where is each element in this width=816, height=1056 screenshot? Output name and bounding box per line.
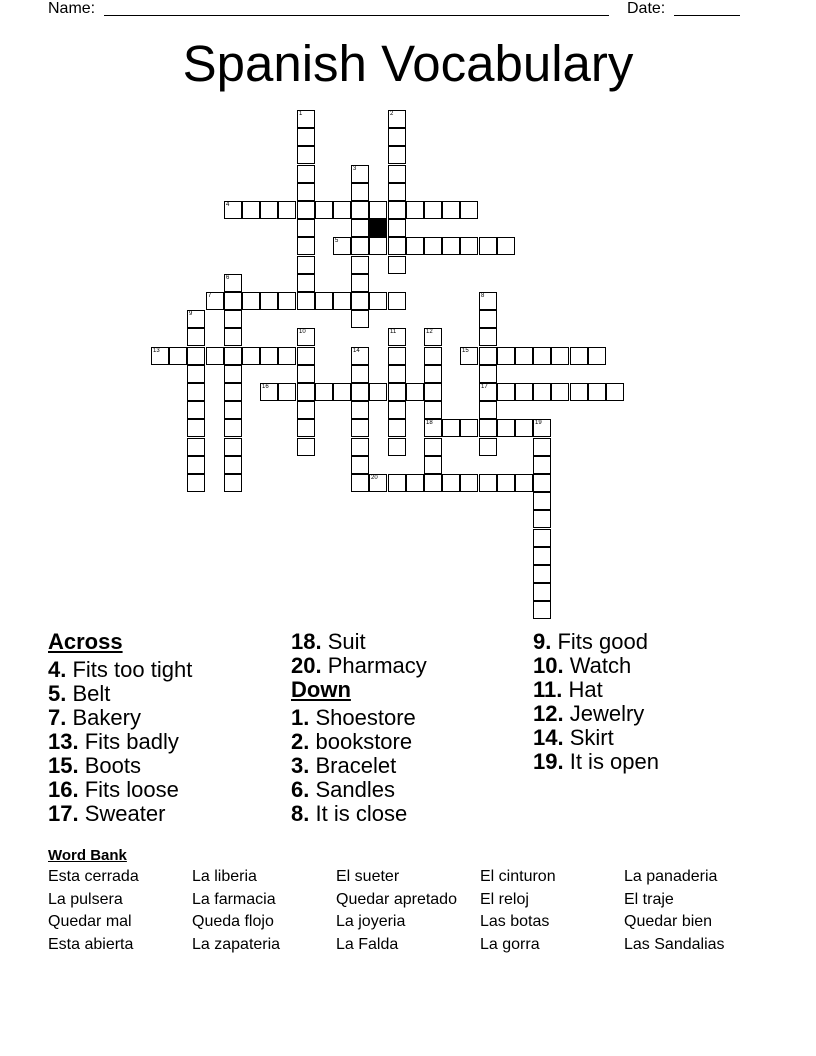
grid-cell[interactable] <box>187 456 205 474</box>
grid-cell[interactable] <box>588 383 606 401</box>
grid-cell[interactable] <box>515 347 533 365</box>
grid-cell[interactable] <box>315 201 333 219</box>
grid-cell[interactable] <box>606 383 624 401</box>
grid-cell[interactable] <box>479 237 497 255</box>
grid-cell[interactable] <box>369 237 387 255</box>
grid-cell[interactable] <box>388 365 406 383</box>
clue-down: 8. It is close <box>291 801 408 826</box>
word-bank-entry: La liberia <box>192 868 257 885</box>
word-bank-entry: El cinturon <box>480 868 556 885</box>
grid-cell[interactable] <box>351 401 369 419</box>
across-heading: Across <box>48 629 123 654</box>
clue-number: 20 <box>371 475 378 481</box>
grid-cell[interactable] <box>515 419 533 437</box>
clue-down: 1. Shoestore <box>291 705 416 730</box>
grid-cell[interactable] <box>388 219 406 237</box>
grid-cell[interactable] <box>533 383 551 401</box>
grid-cell[interactable] <box>351 456 369 474</box>
grid-cell[interactable] <box>351 219 369 237</box>
grid-cell[interactable] <box>187 328 205 346</box>
grid-cell[interactable] <box>333 201 351 219</box>
grid-cell[interactable] <box>515 383 533 401</box>
word-bank-entry: Esta abierta <box>48 935 134 953</box>
grid-cell[interactable] <box>224 438 242 456</box>
clue-across: 18. Suit <box>291 629 366 654</box>
grid-cell[interactable] <box>424 401 442 419</box>
grid-cell[interactable] <box>333 292 351 310</box>
grid-cell[interactable] <box>424 347 442 365</box>
clue-across: 5. Belt <box>48 681 111 706</box>
grid-cell[interactable] <box>278 292 296 310</box>
grid-cell[interactable] <box>533 474 551 492</box>
grid-cell[interactable] <box>479 419 497 437</box>
word-bank-entry: Quedar mal <box>48 913 132 930</box>
grid-cell[interactable] <box>351 165 369 183</box>
clue-number: 13 <box>153 348 160 354</box>
grid-cell[interactable] <box>388 128 406 146</box>
grid-cell[interactable] <box>297 328 315 346</box>
clue-number: 3 <box>353 166 357 172</box>
grid-cell[interactable] <box>297 256 315 274</box>
grid-cell[interactable] <box>388 419 406 437</box>
grid-cell[interactable] <box>497 347 515 365</box>
grid-cell[interactable] <box>297 219 315 237</box>
grid-cell[interactable] <box>388 383 406 401</box>
grid-cell[interactable] <box>297 383 315 401</box>
grid-cell[interactable] <box>424 419 442 437</box>
grid-cell[interactable] <box>151 347 169 365</box>
clue-across: 4. Fits too tight <box>48 657 193 682</box>
grid-cell[interactable] <box>424 474 442 492</box>
clue-down: 12. Jewelry <box>533 701 645 726</box>
grid-cell[interactable] <box>570 347 588 365</box>
grid-cell[interactable] <box>533 565 551 583</box>
grid-cell[interactable] <box>424 328 442 346</box>
grid-cell[interactable] <box>187 401 205 419</box>
grid-cell[interactable] <box>497 419 515 437</box>
grid-cell[interactable] <box>479 438 497 456</box>
clue-down: 3. Bracelet <box>291 753 397 778</box>
date-label: Date: <box>627 0 666 17</box>
grid-cell[interactable] <box>297 128 315 146</box>
grid-cell[interactable] <box>388 183 406 201</box>
grid-cell[interactable] <box>224 201 242 219</box>
down-clues-column-3 <box>533 630 659 774</box>
grid-cell[interactable] <box>187 365 205 383</box>
grid-cell[interactable] <box>369 383 387 401</box>
grid-cell[interactable] <box>187 438 205 456</box>
grid-cell[interactable] <box>497 383 515 401</box>
word-bank-entry: La farmacia <box>192 890 276 908</box>
grid-cell[interactable] <box>242 292 260 310</box>
word-bank-entry: Esta cerrada <box>48 868 139 885</box>
grid-cell[interactable] <box>333 237 351 255</box>
grid-cell[interactable] <box>297 237 315 255</box>
grid-cell[interactable] <box>406 383 424 401</box>
grid-cell[interactable] <box>388 237 406 255</box>
word-bank-entry: Quedar apretado <box>336 890 457 908</box>
grid-cell[interactable] <box>479 383 497 401</box>
grid-cell[interactable] <box>424 201 442 219</box>
page-title: Spanish Vocabulary <box>182 35 634 92</box>
clue-across: 16. Fits loose <box>48 777 179 802</box>
grid-cell[interactable] <box>351 365 369 383</box>
grid-cell[interactable] <box>206 347 224 365</box>
grid-cell[interactable] <box>224 274 242 292</box>
grid-cell[interactable] <box>479 328 497 346</box>
grid-cell[interactable] <box>388 146 406 164</box>
grid-cell[interactable] <box>224 474 242 492</box>
grid-cell[interactable] <box>333 383 351 401</box>
clue-number: 11 <box>390 329 397 335</box>
word-bank-entry: La pulsera <box>48 890 123 908</box>
grid-cell[interactable] <box>278 347 296 365</box>
word-bank-entry: El traje <box>624 890 674 908</box>
grid-cell[interactable] <box>369 292 387 310</box>
clue-down: 9. Fits good <box>533 629 648 654</box>
word-bank-entry: Quedar bien <box>624 913 713 930</box>
grid-cell[interactable] <box>570 383 588 401</box>
grid-cell[interactable] <box>260 201 278 219</box>
clue-down: 10. Watch <box>533 653 632 678</box>
word-bank-entry: La joyeria <box>336 913 406 930</box>
clue-across: 15. Boots <box>48 753 141 778</box>
clue-down: 14. Skirt <box>533 725 614 750</box>
clue-across: 13. Fits badly <box>48 729 179 754</box>
grid-cell[interactable] <box>224 419 242 437</box>
black-cell <box>369 219 387 237</box>
grid-cell[interactable] <box>479 347 497 365</box>
grid-cell[interactable] <box>388 110 406 128</box>
grid-cell[interactable] <box>551 383 569 401</box>
grid-cell[interactable] <box>460 474 478 492</box>
grid-cell[interactable] <box>260 347 278 365</box>
grid-cell[interactable] <box>242 201 260 219</box>
grid-cell[interactable] <box>533 510 551 528</box>
grid-cell[interactable] <box>406 474 424 492</box>
grid-cell[interactable] <box>351 183 369 201</box>
grid-cell[interactable] <box>297 274 315 292</box>
grid-cell[interactable] <box>497 474 515 492</box>
grid-cell[interactable] <box>533 529 551 547</box>
clue-number: 7 <box>208 293 212 299</box>
grid-cell[interactable] <box>406 201 424 219</box>
grid-cell[interactable] <box>187 419 205 437</box>
grid-cell[interactable] <box>442 419 460 437</box>
grid-cell[interactable] <box>460 347 478 365</box>
clue-across: 17. Sweater <box>48 801 166 826</box>
clue-number: 6 <box>226 275 230 281</box>
clue-number: 5 <box>335 238 339 244</box>
word-bank-entry: La zapateria <box>192 935 281 953</box>
grid-cell[interactable] <box>297 201 315 219</box>
grid-cell[interactable] <box>351 310 369 328</box>
grid-cell[interactable] <box>351 474 369 492</box>
grid-cell[interactable] <box>533 601 551 619</box>
grid-cell[interactable] <box>479 474 497 492</box>
grid-cell[interactable] <box>297 183 315 201</box>
grid-cell[interactable] <box>388 474 406 492</box>
grid-cell[interactable] <box>351 274 369 292</box>
grid-cell[interactable] <box>442 474 460 492</box>
clue-down: 11. Hat <box>533 677 603 702</box>
clue-number: 1 <box>299 111 303 117</box>
grid-cell[interactable] <box>460 201 478 219</box>
clue-across: 20. Pharmacy <box>291 653 427 678</box>
grid-cell[interactable] <box>169 347 187 365</box>
across-clues-column-1 <box>48 630 192 826</box>
grid-cell[interactable] <box>351 201 369 219</box>
grid-cell[interactable] <box>424 383 442 401</box>
clue-number: 2 <box>390 111 394 117</box>
grid-cell[interactable] <box>369 474 387 492</box>
grid-cell[interactable] <box>187 383 205 401</box>
word-bank-entry: Queda flojo <box>192 913 274 930</box>
grid-cell[interactable] <box>206 292 224 310</box>
grid-cell[interactable] <box>460 237 478 255</box>
grid-cell[interactable] <box>479 365 497 383</box>
grid-cell[interactable] <box>297 438 315 456</box>
grid-cell[interactable] <box>388 401 406 419</box>
grid-cell[interactable] <box>278 383 296 401</box>
word-bank-title: Word Bank <box>48 847 127 864</box>
grid-cell[interactable] <box>351 438 369 456</box>
grid-cell[interactable] <box>388 328 406 346</box>
clue-number: 10 <box>299 329 306 335</box>
grid-cell[interactable] <box>224 383 242 401</box>
word-bank-entry: La Falda <box>336 935 399 953</box>
grid-cell[interactable] <box>297 165 315 183</box>
word-bank-entry: El reloj <box>480 890 529 908</box>
grid-cell[interactable] <box>351 237 369 255</box>
grid-cell[interactable] <box>388 256 406 274</box>
grid-cell[interactable] <box>388 292 406 310</box>
clue-number: 14 <box>353 348 360 354</box>
clue-number: 9 <box>189 311 193 317</box>
grid-cell[interactable] <box>351 256 369 274</box>
grid-cell[interactable] <box>388 201 406 219</box>
clue-number: 4 <box>226 202 230 208</box>
word-bank-entry: Las Sandalias <box>624 935 725 953</box>
grid-cell[interactable] <box>297 110 315 128</box>
grid-cell[interactable] <box>187 474 205 492</box>
grid-cell[interactable] <box>224 328 242 346</box>
grid-cell[interactable] <box>497 237 515 255</box>
grid-cell[interactable] <box>224 292 242 310</box>
grid-cell[interactable] <box>351 292 369 310</box>
grid-cell[interactable] <box>388 347 406 365</box>
grid-cell[interactable] <box>533 347 551 365</box>
grid-cell[interactable] <box>315 292 333 310</box>
grid-cell[interactable] <box>187 310 205 328</box>
grid-cell[interactable] <box>424 438 442 456</box>
word-bank-entry: La gorra <box>480 935 540 953</box>
clue-down: 2. bookstore <box>291 729 413 754</box>
grid-cell[interactable] <box>551 347 569 365</box>
grid-cell[interactable] <box>424 456 442 474</box>
grid-cell[interactable] <box>533 419 551 437</box>
grid-cell[interactable] <box>224 401 242 419</box>
grid-cell[interactable] <box>297 146 315 164</box>
grid-cell[interactable] <box>297 401 315 419</box>
word-bank-entry: La panaderia <box>624 868 718 885</box>
grid-cell[interactable] <box>442 201 460 219</box>
grid-cell[interactable] <box>260 292 278 310</box>
grid-cell[interactable] <box>297 292 315 310</box>
grid-cell[interactable] <box>278 201 296 219</box>
grid-cell[interactable] <box>224 365 242 383</box>
clue-across: 7. Bakery <box>48 705 141 730</box>
grid-cell[interactable] <box>351 419 369 437</box>
clue-number: 18 <box>426 420 433 426</box>
grid-cell[interactable] <box>533 438 551 456</box>
clue-number: 19 <box>535 420 542 426</box>
clue-number: 16 <box>262 384 269 390</box>
grid-cell[interactable] <box>187 347 205 365</box>
clue-number: 8 <box>481 293 485 299</box>
grid-cell[interactable] <box>224 456 242 474</box>
grid-cell[interactable] <box>369 201 387 219</box>
clue-number: 17 <box>481 384 488 390</box>
grid-cell[interactable] <box>515 474 533 492</box>
grid-cell[interactable] <box>479 292 497 310</box>
clue-down: 19. It is open <box>533 749 659 774</box>
grid-cell[interactable] <box>388 165 406 183</box>
grid-cell[interactable] <box>351 383 369 401</box>
grid-cell[interactable] <box>479 310 497 328</box>
clues-column-2 <box>291 630 427 826</box>
grid-cell[interactable] <box>297 419 315 437</box>
grid-cell[interactable] <box>260 383 278 401</box>
grid-cell[interactable] <box>224 347 242 365</box>
grid-cell[interactable] <box>388 438 406 456</box>
clue-down: 6. Sandles <box>291 777 395 802</box>
grid-cell[interactable] <box>297 365 315 383</box>
grid-cell[interactable] <box>460 419 478 437</box>
grid-cell[interactable] <box>297 347 315 365</box>
grid-cell[interactable] <box>315 383 333 401</box>
clue-number: 15 <box>462 348 469 354</box>
grid-cell[interactable] <box>424 365 442 383</box>
grid-cell[interactable] <box>442 237 460 255</box>
grid-cell[interactable] <box>479 401 497 419</box>
grid-cell[interactable] <box>224 310 242 328</box>
grid-cell[interactable] <box>406 237 424 255</box>
grid-cell[interactable] <box>242 347 260 365</box>
grid-cell[interactable] <box>533 583 551 601</box>
grid-cell[interactable] <box>351 347 369 365</box>
down-heading: Down <box>291 677 351 702</box>
name-label: Name: <box>48 0 96 17</box>
grid-cell[interactable] <box>533 492 551 510</box>
grid-cell[interactable] <box>533 547 551 565</box>
grid-cell[interactable] <box>424 237 442 255</box>
grid-cell[interactable] <box>533 456 551 474</box>
word-bank-entry: El sueter <box>336 868 400 885</box>
grid-cell[interactable] <box>588 347 606 365</box>
word-bank-entry: Las botas <box>480 913 550 930</box>
clue-number: 12 <box>426 329 433 335</box>
